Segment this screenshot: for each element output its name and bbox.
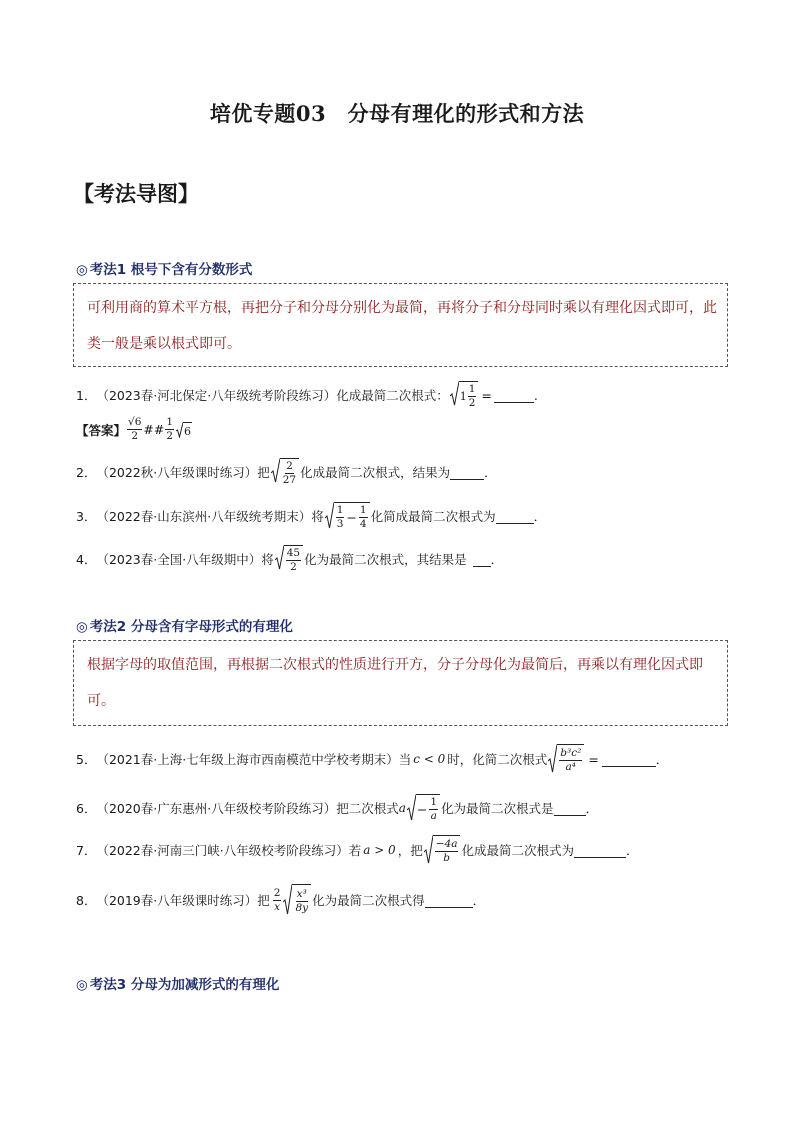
radical: − $\frac{1}{a}$: [407, 794, 440, 822]
answer-blank[interactable]: [473, 552, 491, 567]
radical: 6: [176, 422, 192, 438]
guide-heading: 【考法导图】: [73, 182, 199, 206]
section-2-title: 考法2 分母含有字母形式的有理化: [89, 619, 293, 635]
answer-blank[interactable]: [602, 752, 656, 767]
radical: $\frac{2}{27}$: [271, 458, 299, 486]
radical: $\frac{-4a}{b}$: [424, 835, 461, 865]
section-1-heading: [76, 258, 252, 278]
section-3-title: 考法3 分母为加减形式的有理化: [89, 977, 280, 993]
method-tip-box-2: 根据字母的取值范围，再根据二次根式的性质进行开方，分子分母化为最简后，再乘以有理化因式即可。: [73, 640, 728, 726]
page-title: 培优专题03 分母有理化的形式和方法: [209, 101, 585, 126]
question-5: 5． （2021春·上海·七年级上海市西南模范中学校考期末）当 c < 0 时，化简二次根式 $\frac{\text{b³c²}}{\text{a⁴}}$ = ．: [76, 744, 668, 774]
section-marker-icon: ◎: [76, 262, 88, 278]
section-3-heading: [76, 973, 279, 993]
answer-line: 【答案】 $\frac{√6}{2}$ ## $\frac{1}{2}$ 6: [76, 416, 192, 442]
question-6: 6． （2020春·广东惠州·八年级校考阶段练习）把二次根式 a − $\frac{1}{a}$ 化为最简二次根式是 ．: [76, 796, 599, 822]
section-marker-icon: ◎: [76, 977, 88, 993]
radical: $\frac{45}{2}$: [275, 545, 303, 573]
answer-blank[interactable]: [574, 843, 626, 858]
radical: $\frac{\text{b³c²}}{\text{a⁴}}$: [548, 744, 584, 774]
radical: 1 $\frac{1}{2}$: [450, 381, 479, 409]
section-2-heading: [76, 615, 293, 635]
answer-blank[interactable]: [425, 893, 473, 908]
answer-blank[interactable]: [554, 801, 586, 816]
question-1: 1． （2023春·河北保定·八年级统考阶段练习）化成最简二次根式： 1 $\frac{1}{2}$ = .: [76, 383, 538, 409]
question-2: 2． （2022秋·八年级课时练习）把 $\frac{2}{27}$ 化成最简二次根式，结果为 ．: [76, 460, 497, 486]
question-7: 7． （2022春·河南三门峡·八年级校考阶段练习）若 a > 0 ，把 $\frac{-4a}{b}$ 化成最简二次根式为 ．: [76, 835, 639, 865]
section-marker-icon: ◎: [76, 619, 88, 635]
question-4: 4． （2023春·全国·八年级期中）将 $\frac{45}{2}$ 化为最简二次根式，其结果是 ．: [76, 547, 504, 573]
radical: $\frac{1}{3}$ − $\frac{1}{4}$: [325, 502, 370, 530]
section-1-title: 考法1 根号下含有分数形式: [89, 262, 253, 278]
method-tip-box-1: 可利用商的算术平方根，再把分子和分母分别化为最简，再将分子和分母同时乘以有理化因式即可，此类一般是乘以根式即可。: [73, 283, 728, 367]
answer-blank[interactable]: [494, 388, 534, 403]
question-8: 8． （2019春·八年级课时练习）把 $\frac{2}{x}$ $\frac{\text{x³}}{8y}$ 化为最简二次根式得 ．: [76, 884, 485, 916]
question-3: 3． （2022春·山东滨州·八年级统考期末）将 $\frac{1}{3}$ − $\frac{1}{4}$ 化简成最简二次根式为 ．: [76, 504, 547, 530]
radical: $\frac{\text{x³}}{8y}$: [283, 884, 311, 916]
answer-blank[interactable]: [450, 465, 484, 480]
answer-blank[interactable]: [496, 509, 534, 524]
